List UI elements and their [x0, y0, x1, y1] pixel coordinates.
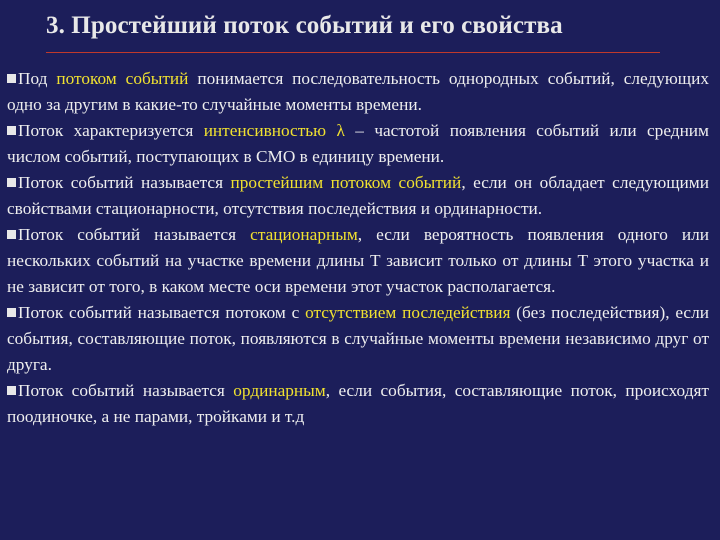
paragraph-event-flow-definition [7, 66, 709, 118]
paragraph-text: Поток событий называется [18, 225, 251, 244]
square-bullet-icon [7, 308, 16, 317]
square-bullet-icon [7, 230, 16, 239]
highlight-term: ординарным [233, 381, 326, 400]
paragraph-text: (без последействия), если события, составляющие поток, появляются в случайные моменты времени независимо друг от друга. [7, 303, 709, 374]
paragraph-text: Поток событий называется [18, 173, 231, 192]
square-bullet-icon [7, 386, 16, 395]
title-underline [46, 52, 660, 53]
square-bullet-icon [7, 178, 16, 187]
highlight-term: потоком событий [56, 69, 189, 88]
paragraph-text: Под [18, 69, 57, 88]
paragraph-intensity [7, 118, 709, 170]
paragraph-text: , если события, составляющие поток, происходят поодиночке, а не парами, тройками и т.д [7, 381, 709, 426]
paragraph-text: Поток событий называется [18, 381, 234, 400]
paragraph-no-aftereffect [7, 300, 709, 378]
highlight-term: интенсивностью λ [203, 121, 345, 140]
highlight-term: простейшим потоком событий [230, 173, 462, 192]
highlight-term: отсутствием последействия [305, 303, 511, 322]
square-bullet-icon [7, 74, 16, 83]
paragraph-text: Поток характеризуется [18, 121, 204, 140]
paragraph-text: – частотой появления событий или средним числом событий, поступающих в СМО в единицу времени. [7, 121, 709, 166]
square-bullet-icon [7, 126, 16, 135]
paragraph-text: , если вероятность появления одного или нескольких событий на участке времени длины T зависит только от длины T этого участка и не зависит от того, в каком месте оси времени этот участок располагается. [7, 225, 709, 296]
paragraph-ordinary [7, 378, 709, 430]
paragraph-stationary [7, 222, 709, 300]
paragraph-simplest-flow [7, 170, 709, 222]
highlight-term: стационарным [250, 225, 358, 244]
slide-title: 3. Простейший поток событий и его свойства [46, 12, 563, 39]
paragraph-text: , если он обладает следующими свойствами стационарности, отсутствия последействия и ординарности. [7, 173, 709, 218]
paragraph-text: Поток событий называется потоком с [18, 303, 306, 322]
slide-body [7, 66, 709, 430]
paragraph-text: понимается последовательность однородных событий, следующих одно за другим в какие-то случайные моменты времени. [7, 69, 709, 114]
